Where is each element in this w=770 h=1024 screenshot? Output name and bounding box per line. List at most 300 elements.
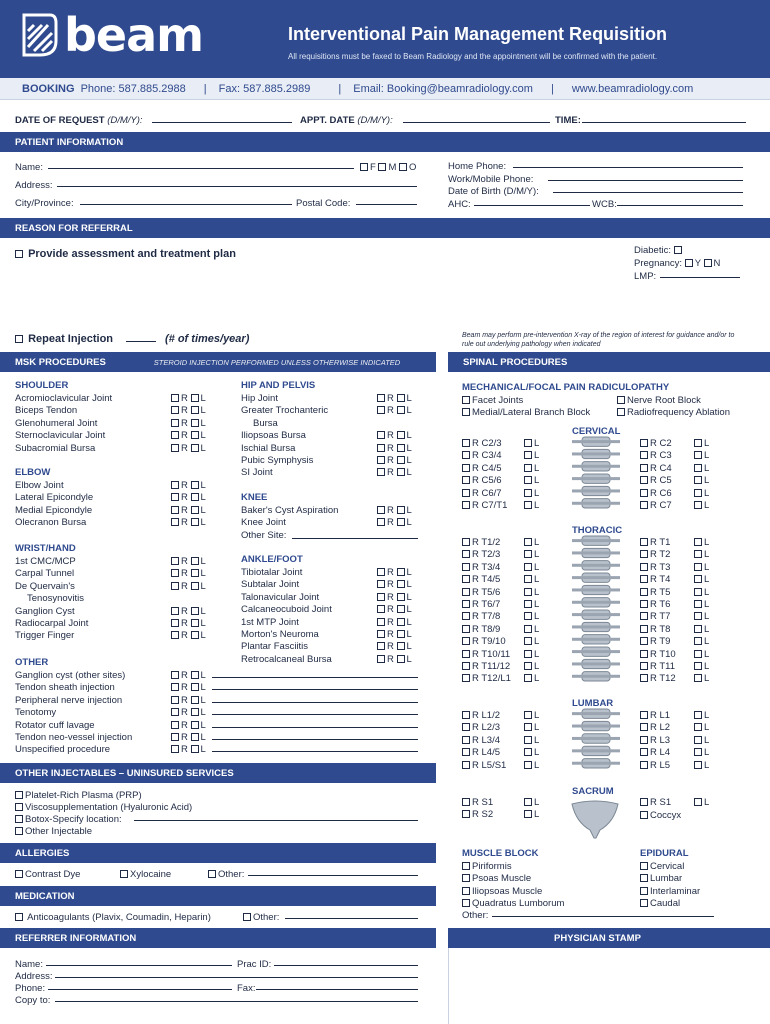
checkbox[interactable]: [191, 569, 199, 577]
checkbox[interactable]: [377, 568, 385, 576]
checkbox[interactable]: [191, 631, 199, 639]
checkbox[interactable]: [524, 538, 532, 546]
checkbox[interactable]: [171, 493, 179, 501]
checkbox[interactable]: [397, 605, 405, 613]
checkbox[interactable]: [462, 810, 470, 818]
checkbox[interactable]: [462, 550, 470, 558]
shoulder-item: Glenohumeral Joint: [15, 417, 98, 429]
muscle-block-option: Iliopsoas Muscle: [462, 886, 542, 897]
ankle-item: Talonavicular Joint: [241, 591, 320, 603]
checkbox[interactable]: [397, 580, 405, 588]
checkbox[interactable]: [377, 655, 385, 663]
checkbox[interactable]: [397, 568, 405, 576]
checkbox[interactable]: [462, 476, 470, 484]
appt-date-field[interactable]: [403, 114, 550, 123]
checkbox[interactable]: [171, 619, 179, 627]
lumbar-level-right: R L5: [640, 760, 670, 771]
checkbox[interactable]: [377, 518, 385, 526]
checkbox[interactable]: [462, 575, 470, 583]
botox-option: Botox-Specify location:: [15, 814, 122, 825]
checkbox[interactable]: [171, 506, 179, 514]
checkbox[interactable]: [694, 588, 702, 596]
checkbox[interactable]: [462, 662, 470, 670]
checkbox[interactable]: [462, 711, 470, 719]
time-label: TIME:: [555, 115, 581, 126]
checkbox[interactable]: [640, 563, 648, 571]
checkbox[interactable]: [694, 464, 702, 472]
checkbox[interactable]: [462, 650, 470, 658]
checkbox[interactable]: [524, 501, 532, 509]
checkbox[interactable]: [462, 600, 470, 608]
hip-item: SI Joint: [241, 467, 273, 479]
thoracic-level-left-l: L: [524, 636, 539, 647]
checkbox[interactable]: [462, 674, 470, 682]
checkbox[interactable]: [462, 439, 470, 447]
hip-rl-options: R L: [377, 393, 412, 404]
time-field[interactable]: [582, 114, 746, 123]
checkbox[interactable]: [640, 476, 648, 484]
thoracic-level-right: R T11: [640, 661, 675, 672]
booking-email[interactable]: Email: Booking@beamradiology.com: [353, 82, 533, 95]
other-rl-options: R L: [171, 670, 206, 681]
checkbox[interactable]: [191, 506, 199, 514]
checkbox[interactable]: [191, 619, 199, 627]
prac-id-field[interactable]: [274, 957, 418, 966]
checkbox[interactable]: [694, 612, 702, 620]
lumbar-level-right-l: L: [694, 722, 709, 733]
checkbox[interactable]: [524, 736, 532, 744]
checkbox[interactable]: [462, 874, 470, 882]
checkbox[interactable]: [524, 588, 532, 596]
assess-option: Provide assessment and treatment plan: [15, 248, 236, 260]
cervical-level-right-l: L: [694, 450, 709, 461]
repeat-count-field[interactable]: [126, 333, 156, 342]
checkbox[interactable]: [377, 406, 385, 414]
checkbox[interactable]: [462, 588, 470, 596]
postal-field[interactable]: [356, 196, 417, 205]
checkbox[interactable]: [397, 618, 405, 626]
checkbox[interactable]: [617, 408, 625, 416]
checkbox[interactable]: [694, 736, 702, 744]
checkbox[interactable]: [694, 723, 702, 731]
booking-fax: Fax: 587.885.2989: [218, 82, 311, 95]
checkbox[interactable]: [524, 439, 532, 447]
checkbox[interactable]: [462, 748, 470, 756]
checkbox[interactable]: [694, 451, 702, 459]
checkbox[interactable]: [617, 396, 625, 404]
home-phone-field[interactable]: [513, 159, 743, 168]
checkbox[interactable]: [120, 870, 128, 878]
ankle-rl-options: R L: [377, 654, 412, 665]
checkbox[interactable]: [462, 612, 470, 620]
checkbox[interactable]: [462, 723, 470, 731]
checkbox[interactable]: [524, 711, 532, 719]
checkbox[interactable]: [191, 394, 199, 402]
spine-illustration-icon: [568, 436, 624, 510]
form-subtitle: All requisitions must be faxed to Beam Radiology and the appointment will be confirmed with the patient.: [288, 52, 658, 61]
checkbox[interactable]: [640, 711, 648, 719]
checkbox[interactable]: [640, 748, 648, 756]
sacrum-illustration-icon: [570, 800, 620, 840]
cervical-level-right-l: L: [694, 438, 709, 449]
checkbox[interactable]: [243, 913, 251, 921]
checkbox[interactable]: [685, 259, 693, 267]
checkbox[interactable]: [524, 810, 532, 818]
other-detail-field[interactable]: [212, 669, 418, 678]
checkbox[interactable]: [171, 607, 179, 615]
checkbox[interactable]: [397, 593, 405, 601]
checkbox[interactable]: [694, 748, 702, 756]
checkbox[interactable]: [15, 815, 23, 823]
checkbox[interactable]: [377, 468, 385, 476]
checkbox[interactable]: [462, 899, 470, 907]
referrer-address-field[interactable]: [55, 969, 418, 978]
checkbox[interactable]: [397, 444, 405, 452]
checkbox[interactable]: [524, 575, 532, 583]
med-other-field[interactable]: [285, 910, 418, 919]
name-field[interactable]: [48, 160, 354, 169]
checkbox[interactable]: [15, 913, 23, 921]
checkbox[interactable]: [462, 464, 470, 472]
checkbox[interactable]: [640, 588, 648, 596]
copy-to-field[interactable]: [55, 993, 418, 1002]
checkbox[interactable]: [462, 625, 470, 633]
checkbox[interactable]: [377, 642, 385, 650]
checkbox[interactable]: [377, 444, 385, 452]
checkbox[interactable]: [640, 723, 648, 731]
checkbox[interactable]: [360, 163, 368, 171]
referrer-fax-label: Fax:: [237, 983, 256, 994]
checkbox[interactable]: [640, 650, 648, 658]
checkbox[interactable]: [15, 791, 23, 799]
checkbox[interactable]: [640, 674, 648, 682]
checkbox[interactable]: [524, 464, 532, 472]
other-detail-field[interactable]: [212, 706, 418, 715]
checkbox[interactable]: [171, 582, 179, 590]
booking-website[interactable]: www.beamradiology.com: [571, 82, 694, 95]
checkbox[interactable]: [377, 580, 385, 588]
checkbox[interactable]: [524, 637, 532, 645]
checkbox[interactable]: [640, 464, 648, 472]
checkbox[interactable]: [462, 798, 470, 806]
checkbox[interactable]: [640, 899, 648, 907]
checkbox[interactable]: [524, 662, 532, 670]
lumbar-level-right-l: L: [694, 710, 709, 721]
logo-text: beam: [64, 8, 204, 62]
checkbox[interactable]: [399, 163, 407, 171]
thoracic-level-right-l: L: [694, 636, 709, 647]
checkbox[interactable]: [524, 723, 532, 731]
referrer-phone-field[interactable]: [48, 981, 232, 990]
contrast-option: Contrast Dye: [15, 869, 80, 880]
checkbox[interactable]: [640, 811, 648, 819]
checkbox[interactable]: [640, 887, 648, 895]
checkbox[interactable]: [15, 250, 23, 258]
checkbox[interactable]: [640, 874, 648, 882]
other-rl-options: R L: [171, 720, 206, 731]
checkbox[interactable]: [524, 674, 532, 682]
checkbox[interactable]: [462, 451, 470, 459]
checkbox[interactable]: [191, 721, 199, 729]
referrer-name-field[interactable]: [46, 957, 232, 966]
other-detail-field[interactable]: [212, 694, 418, 703]
checkbox[interactable]: [397, 468, 405, 476]
checkbox[interactable]: [171, 406, 179, 414]
checkbox[interactable]: [191, 683, 199, 691]
checkbox[interactable]: [191, 419, 199, 427]
checkbox[interactable]: [640, 575, 648, 583]
referrer-fax-field[interactable]: [256, 981, 418, 990]
ahc-field[interactable]: [474, 197, 590, 206]
checkbox[interactable]: [640, 612, 648, 620]
city-field[interactable]: [80, 196, 292, 205]
knee-other-site-field[interactable]: [292, 530, 418, 539]
checkbox[interactable]: [462, 862, 470, 870]
checkbox[interactable]: [694, 711, 702, 719]
checkbox[interactable]: [694, 761, 702, 769]
wrist-rl-options: R L: [171, 618, 206, 629]
referrer-phone-label: Phone:: [15, 983, 46, 994]
checkbox[interactable]: [694, 798, 702, 806]
checkbox[interactable]: [640, 550, 648, 558]
diabetic-option: Diabetic:: [634, 245, 684, 256]
checkbox[interactable]: [694, 637, 702, 645]
checkbox[interactable]: [524, 612, 532, 620]
cervical-level-right-l: L: [694, 463, 709, 474]
thoracic-level-right-l: L: [694, 574, 709, 585]
checkbox[interactable]: [524, 489, 532, 497]
checkbox[interactable]: [171, 708, 179, 716]
checkbox[interactable]: [171, 683, 179, 691]
checkbox[interactable]: [694, 563, 702, 571]
checkbox[interactable]: [694, 650, 702, 658]
checkbox[interactable]: [640, 501, 648, 509]
checkbox[interactable]: [377, 506, 385, 514]
checkbox[interactable]: [171, 481, 179, 489]
other-item: Tenotomy: [15, 707, 57, 719]
checkbox[interactable]: [694, 575, 702, 583]
shoulder-rl-options: R L: [171, 405, 206, 416]
checkbox[interactable]: [191, 493, 199, 501]
checkbox[interactable]: [377, 605, 385, 613]
checkbox[interactable]: [191, 696, 199, 704]
checkbox[interactable]: [171, 557, 179, 565]
checkbox[interactable]: [171, 569, 179, 577]
checkbox[interactable]: [397, 406, 405, 414]
shoulder-rl-options: R L: [171, 393, 206, 404]
checkbox[interactable]: [694, 489, 702, 497]
lumbar-level-left: R L3/4: [462, 735, 500, 746]
checkbox[interactable]: [640, 600, 648, 608]
checkbox[interactable]: [524, 798, 532, 806]
checkbox[interactable]: [191, 431, 199, 439]
elbow-rl-options: R L: [171, 492, 206, 503]
checkbox[interactable]: [462, 736, 470, 744]
checkbox[interactable]: [640, 538, 648, 546]
checkbox[interactable]: [378, 163, 386, 171]
checkbox[interactable]: [397, 642, 405, 650]
checkbox[interactable]: [462, 761, 470, 769]
checkbox[interactable]: [462, 489, 470, 497]
booking-bar: [0, 78, 770, 100]
checkbox[interactable]: [694, 600, 702, 608]
lumbar-level-left: R L5/S1: [462, 760, 506, 771]
checkbox[interactable]: [377, 618, 385, 626]
checkbox[interactable]: [171, 721, 179, 729]
checkbox[interactable]: [191, 481, 199, 489]
thoracic-level-right: R T10: [640, 649, 676, 660]
shoulder-item: Acromioclavicular Joint: [15, 393, 113, 404]
thoracic-level-left-l: L: [524, 611, 539, 622]
checkbox[interactable]: [640, 439, 648, 447]
checkbox[interactable]: [15, 803, 23, 811]
checkbox[interactable]: [191, 444, 199, 452]
checkbox[interactable]: [704, 259, 712, 267]
wcb-field[interactable]: [617, 197, 743, 206]
ankle-item: Morton's Neuroma: [241, 629, 319, 640]
checkbox[interactable]: [191, 745, 199, 753]
other-detail-field[interactable]: [212, 743, 418, 752]
wcb-label: WCB:: [592, 199, 617, 210]
checkbox[interactable]: [171, 631, 179, 639]
checkbox[interactable]: [694, 439, 702, 447]
beam-logo-icon: [20, 13, 58, 57]
checkbox[interactable]: [462, 501, 470, 509]
checkbox[interactable]: [191, 708, 199, 716]
checkbox[interactable]: [462, 396, 470, 404]
lmp-field[interactable]: [660, 269, 740, 278]
checkbox[interactable]: [171, 696, 179, 704]
checkbox[interactable]: [524, 476, 532, 484]
cervical-level-left: R C5/6: [462, 475, 502, 486]
checkbox[interactable]: [524, 761, 532, 769]
checkbox[interactable]: [377, 431, 385, 439]
checkbox[interactable]: [397, 456, 405, 464]
checkbox[interactable]: [462, 538, 470, 546]
checkbox[interactable]: [397, 506, 405, 514]
checkbox[interactable]: [462, 637, 470, 645]
work-phone-label: Work/Mobile Phone:: [448, 174, 534, 185]
checkbox[interactable]: [397, 394, 405, 402]
checkbox[interactable]: [640, 625, 648, 633]
muscle-other-label: Other:: [462, 910, 489, 921]
address-field[interactable]: [57, 178, 417, 187]
other-detail-field[interactable]: [212, 719, 418, 728]
checkbox[interactable]: [524, 625, 532, 633]
work-phone-field[interactable]: [548, 172, 743, 181]
checkbox[interactable]: [171, 733, 179, 741]
checkbox[interactable]: [640, 489, 648, 497]
checkbox[interactable]: [524, 563, 532, 571]
checkbox[interactable]: [694, 674, 702, 682]
checkbox[interactable]: [171, 745, 179, 753]
checkbox[interactable]: [640, 798, 648, 806]
hip-item: Pubic Symphysis: [241, 455, 314, 466]
beam-logo: [20, 8, 204, 62]
botox-location-field[interactable]: [134, 812, 418, 821]
checkbox[interactable]: [674, 246, 682, 254]
other-detail-field[interactable]: [212, 681, 418, 690]
muscle-other-field[interactable]: [492, 908, 714, 917]
checkbox[interactable]: [15, 870, 23, 878]
checkbox[interactable]: [640, 662, 648, 670]
cervical-level-left-l: L: [524, 475, 539, 486]
checkbox[interactable]: [640, 862, 648, 870]
checkbox[interactable]: [191, 557, 199, 565]
checkbox[interactable]: [191, 671, 199, 679]
checkbox[interactable]: [191, 607, 199, 615]
checkbox[interactable]: [377, 630, 385, 638]
shoulder-rl-options: R L: [171, 418, 206, 429]
checkbox[interactable]: [694, 501, 702, 509]
allergy-other-field[interactable]: [248, 867, 418, 876]
dob-field[interactable]: [553, 184, 743, 193]
checkbox[interactable]: [524, 748, 532, 756]
checkbox[interactable]: [191, 733, 199, 741]
checkbox[interactable]: [462, 408, 470, 416]
checkbox[interactable]: [377, 394, 385, 402]
cervical-heading: CERVICAL: [572, 426, 621, 437]
hip-item: Iliopsoas Bursa: [241, 430, 306, 442]
checkbox[interactable]: [640, 451, 648, 459]
checkbox[interactable]: [462, 887, 470, 895]
physician-stamp-area[interactable]: [448, 948, 770, 1024]
checkbox[interactable]: [694, 538, 702, 546]
checkbox[interactable]: [524, 650, 532, 658]
checkbox[interactable]: [524, 600, 532, 608]
checkbox[interactable]: [15, 827, 23, 835]
other-detail-field[interactable]: [212, 731, 418, 740]
lumbar-level-right-l: L: [694, 747, 709, 758]
checkbox[interactable]: [694, 662, 702, 670]
checkbox[interactable]: [191, 406, 199, 414]
checkbox[interactable]: [191, 518, 199, 526]
medication-header: MEDICATION: [0, 886, 436, 906]
checkbox[interactable]: [15, 335, 23, 343]
checkbox[interactable]: [640, 637, 648, 645]
other-item: Unspecified procedure: [15, 744, 111, 756]
checkbox[interactable]: [694, 550, 702, 558]
checkbox[interactable]: [397, 518, 405, 526]
thoracic-level-right: R T1: [640, 537, 670, 548]
checkbox[interactable]: [694, 476, 702, 484]
checkbox[interactable]: [640, 761, 648, 769]
checkbox[interactable]: [171, 444, 179, 452]
checkbox[interactable]: [171, 419, 179, 427]
date-of-request-field[interactable]: [152, 114, 292, 123]
checkbox[interactable]: [171, 518, 179, 526]
checkbox[interactable]: [191, 582, 199, 590]
checkbox[interactable]: [171, 671, 179, 679]
checkbox[interactable]: [171, 394, 179, 402]
checkbox[interactable]: [640, 736, 648, 744]
thoracic-level-left: R T2/3: [462, 549, 500, 560]
checkbox[interactable]: [171, 431, 179, 439]
checkbox[interactable]: [524, 451, 532, 459]
prp-option: Platelet-Rich Plasma (PRP): [15, 790, 142, 801]
checkbox[interactable]: [462, 563, 470, 571]
checkbox[interactable]: [397, 630, 405, 638]
checkbox[interactable]: [208, 870, 216, 878]
other-rl-options: R L: [171, 744, 206, 755]
checkbox[interactable]: [377, 456, 385, 464]
checkbox[interactable]: [694, 625, 702, 633]
other-item: Tendon neo-vessel injection: [15, 732, 133, 743]
checkbox[interactable]: [524, 550, 532, 558]
checkbox[interactable]: [377, 593, 385, 601]
checkbox[interactable]: [397, 655, 405, 663]
checkbox[interactable]: [397, 431, 405, 439]
